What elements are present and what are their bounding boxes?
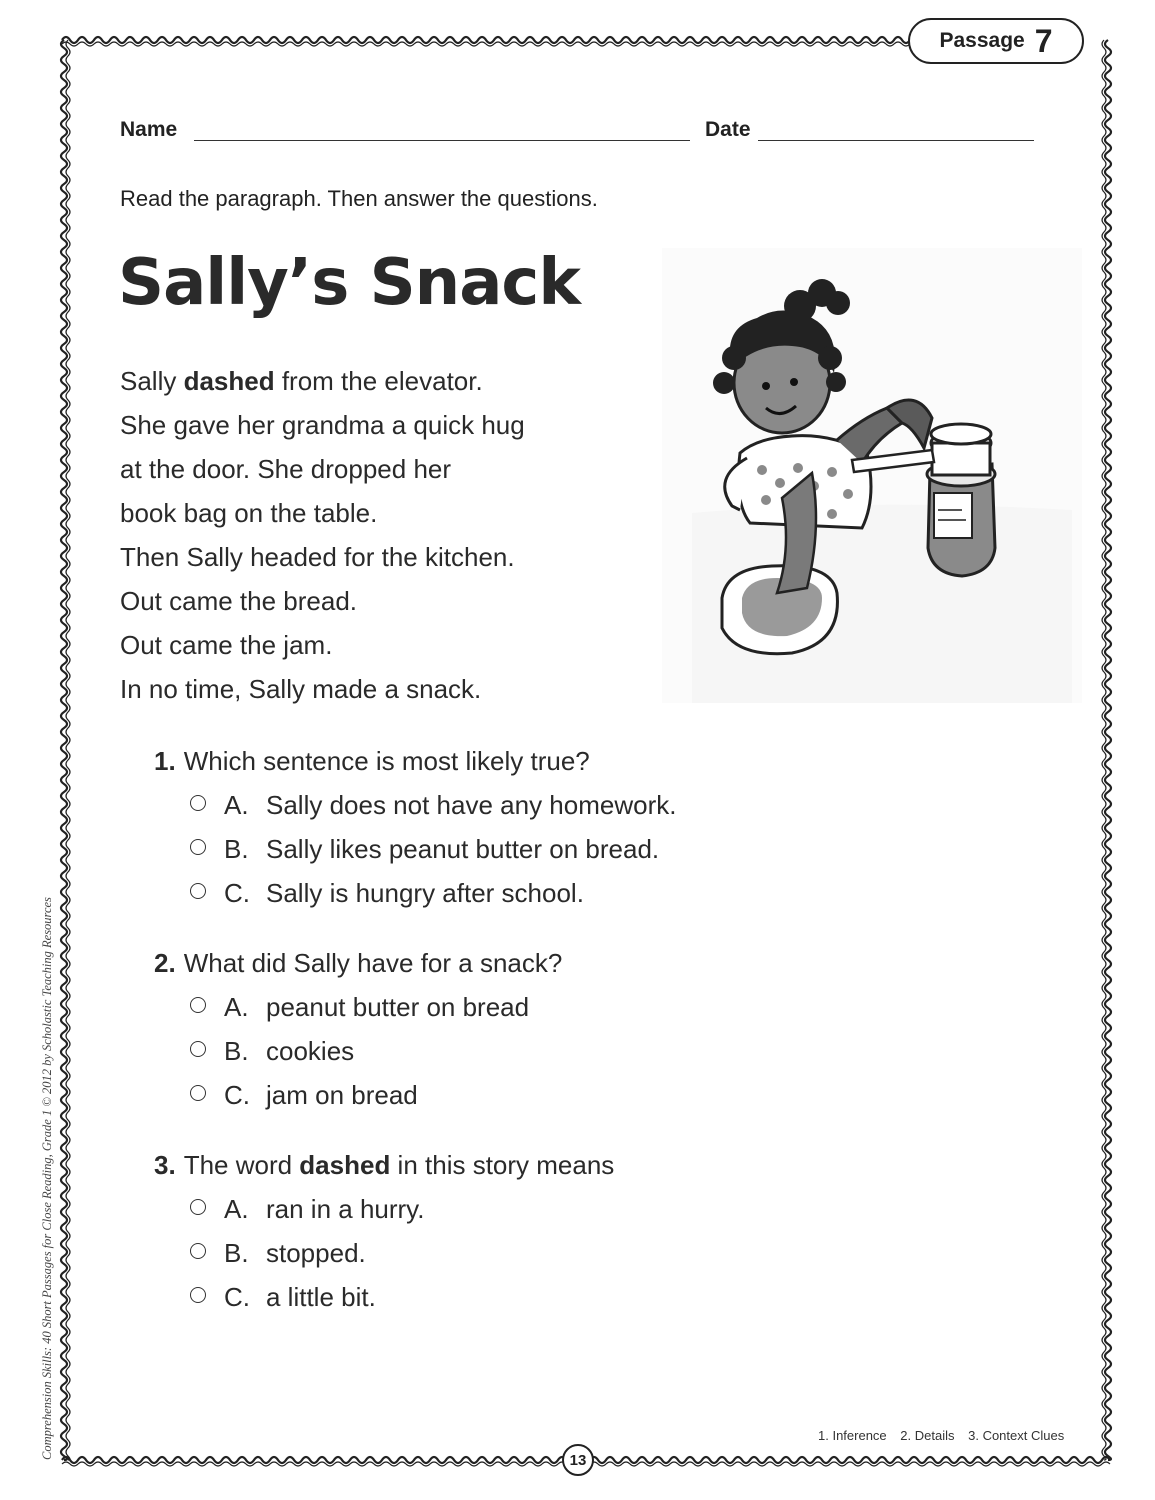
date-field[interactable] [758, 140, 1034, 141]
page-number: 13 [569, 1451, 587, 1469]
passage-label: Passage [939, 29, 1025, 52]
option-letter: A. [224, 1194, 249, 1224]
option-letter: A. [224, 790, 249, 820]
instructions: Read the paragraph. Then answer the questions. [120, 186, 598, 211]
name-label: Name [120, 118, 178, 141]
option-text: stopped. [266, 1238, 366, 1268]
option-text: Sally likes peanut butter on bread. [266, 834, 660, 864]
passage-number: 7 [1034, 22, 1053, 59]
option-text: cookies [266, 1036, 355, 1066]
passage-text: Sally [120, 366, 184, 396]
passage-line-4: book bag on the table. [120, 498, 378, 528]
question-3 [154, 1150, 614, 1181]
skill-label: 2. Details [900, 1428, 955, 1443]
option-letter: B. [224, 1238, 249, 1268]
option-letter: C. [224, 1282, 250, 1312]
option-letter: B. [224, 834, 249, 864]
sally-illustration [662, 248, 1082, 703]
passage-text: from the elevator. [274, 366, 483, 396]
option-text: Sally is hungry after school. [266, 878, 584, 908]
question-text: in this story means [390, 1150, 615, 1180]
passage-tab [908, 18, 1084, 64]
passage-line-5: Then Sally headed for the kitchen. [120, 542, 515, 572]
question-number: 2. [154, 948, 176, 978]
question-number: 1. [154, 746, 176, 776]
question-1 [154, 746, 590, 777]
option-text: peanut butter on bread [266, 992, 530, 1022]
option-letter: A. [224, 992, 249, 1022]
option-letter: B. [224, 1036, 249, 1066]
passage-line-8: In no time, Sally made a snack. [120, 674, 482, 704]
answer-bubble-icon[interactable] [190, 883, 206, 899]
option-text: a little bit. [266, 1282, 376, 1312]
passage-line-3: at the door. She dropped her [120, 454, 452, 484]
answer-bubble-icon[interactable] [190, 1199, 206, 1215]
answer-bubble-icon[interactable] [190, 1243, 206, 1259]
option-text: ran in a hurry. [266, 1194, 425, 1224]
passage-title: Sally’s Snack [118, 246, 580, 320]
question-text: Which sentence is most likely true? [183, 746, 590, 776]
answer-bubble-icon[interactable] [190, 997, 206, 1013]
option-letter: C. [224, 1080, 250, 1110]
answer-bubble-icon[interactable] [190, 1041, 206, 1057]
answer-bubble-icon[interactable] [190, 1287, 206, 1303]
vocab-word: dashed [299, 1150, 391, 1180]
option-text: Sally does not have any homework. [266, 790, 677, 820]
jam-jar [927, 424, 995, 576]
vocab-word: dashed [183, 366, 275, 396]
skill-label: 3. Context Clues [968, 1428, 1065, 1443]
page-number-badge [562, 1444, 594, 1476]
skills-legend [818, 1428, 1074, 1443]
answer-bubble-icon[interactable] [190, 795, 206, 811]
passage-line-6: Out came the bread. [120, 586, 358, 616]
copyright-credit: Comprehension Skills: 40 Short Passages for Close Reading, Grade 1 © 2012 by Scholastic Teaching Resources [40, 897, 54, 1460]
question-number: 3. [154, 1150, 176, 1180]
answer-bubble-icon[interactable] [190, 1085, 206, 1101]
name-field[interactable] [194, 140, 690, 141]
question-text: What did Sally have for a snack? [183, 948, 563, 978]
question-text: The word [183, 1150, 300, 1180]
skill-label: 1. Inference [818, 1428, 887, 1443]
date-label: Date [705, 118, 751, 141]
option-letter: C. [224, 878, 250, 908]
answer-bubble-icon[interactable] [190, 839, 206, 855]
option-text: jam on bread [266, 1080, 418, 1110]
passage-line-2: She gave her grandma a quick hug [120, 410, 525, 440]
question-2 [154, 948, 562, 979]
passage-line-7: Out came the jam. [120, 630, 333, 660]
passage-line-1 [120, 366, 483, 397]
